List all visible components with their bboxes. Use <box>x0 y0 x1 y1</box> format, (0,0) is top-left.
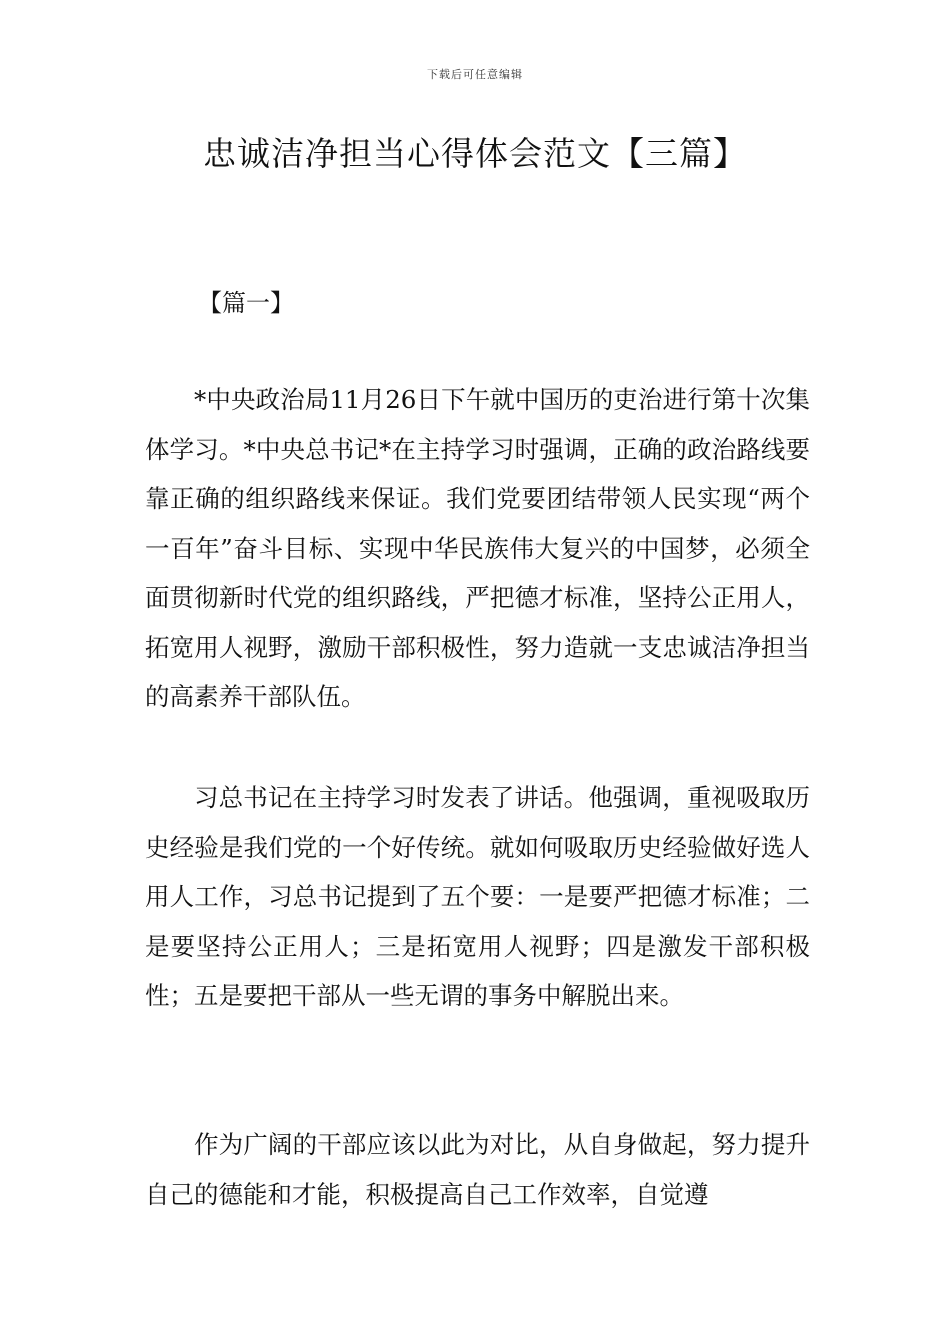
body-paragraph-2: 习总书记在主持学习时发表了讲话。他强调，重视吸取历史经验是我们党的一个好传统。就如何吸取历史经验做好选人用人工作，习总书记提到了五个要：一是要严把德才标准；二是要坚持公正用人；三是拓宽用人视野；四是激发干部积极性；五是要把干部从一些无谓的事务中解脱出来。 <box>145 783 810 1010</box>
body-paragraph-3: 作为广阔的干部应该以此为对比，从自身做起，努力提升自己的德能和才能，积极提高自己工作效率，自觉遵 <box>145 1130 810 1209</box>
document-title: 忠诚洁净担当心得体会范文【三篇】 <box>203 134 747 173</box>
section-heading: 【篇一】 <box>198 289 294 317</box>
header-note: 下载后可任意编辑 <box>427 68 523 81</box>
body-paragraph-1: *中央政治局11月26日下午就中国历的吏治进行第十次集体学习。*中央总书记*在主持学习时强调，正确的政治路线要靠正确的组织路线来保证。我们党要团结带领人民实现“两个一百年”奋斗目标、实现中华民族伟大复兴的中国梦，必须全面贯彻新时代党的组织路线，严把德才标准，坚持公正用人，拓宽用人视野，激励干部积极性，努力造就一支忠诚洁净担当的高素养干部队伍。 <box>145 385 810 711</box>
